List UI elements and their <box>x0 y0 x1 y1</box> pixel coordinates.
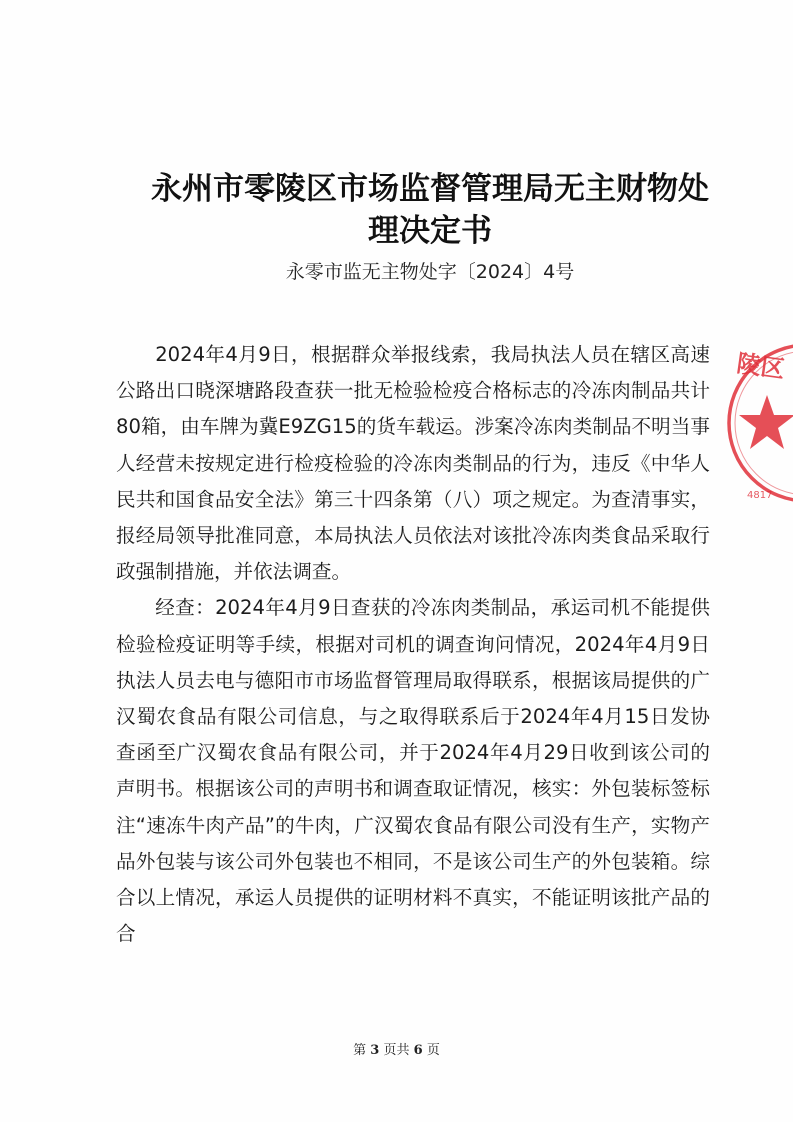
paragraph-1: 2024年4月9日，根据群众举报线索，我局执法人员在辖区高速公路出口晓深塘路段查获一批无检验检疫合格标志的冷冻肉制品共计80箱，由车牌为冀E9ZG15的货车载运。涉案冷冻肉类制品不明当事人经营未按规定进行检疫检验的冷冻肉类制品的行为，违反《中华人民共和国食品安全法》第三十四条第（八）项之规定。为查清事实，报经局领导批准同意，本局执法人员依法对该批冷冻肉类食品采取行政强制措施，并依法调查。 <box>116 343 710 584</box>
footer-suffix: 页 <box>426 1043 440 1058</box>
title-line-1: 永州市零陵区市场监督管理局无主财物处 <box>151 171 709 207</box>
document-title <box>150 168 710 252</box>
document-number: 永零市监无主物处字〔2024〕4号 <box>285 261 575 283</box>
page-footer <box>0 1039 793 1058</box>
title-line-2: 理决定书 <box>368 213 492 249</box>
paragraph-2: 经查：2024年4月9日查获的冷冻肉类制品，承运司机不能提供检验检疫证明等手续，根据对司机的调查询问情况，2024年4月9日执法人员去电与德阳市市场监督管理局取得联系，根据该局提供的广汉蜀农食品有限公司信息，与之取得联系后于2024年4月15日发协查函至广汉蜀农食品有限公司，并于2024年4月29日收到该公司的声明书。根据该公司的声明书和调查取证情况，核实：外包装标签标注“速冻牛肉产品”的牛肉，广汉蜀农食品有限公司没有生产，实物产品外包装与该公司外包装也不相同，不是该公司生产的外包装箱。综合以上情况，承运人员提供的证明材料不真实，不能证明该批产品的合 <box>116 596 710 946</box>
document-body <box>116 337 710 952</box>
footer-prefix: 第 <box>353 1043 367 1058</box>
svg-text:陵区: 陵区 <box>735 348 787 384</box>
official-seal-stamp <box>725 335 793 510</box>
footer-current-page: 3 <box>370 1043 380 1058</box>
footer-total-pages: 6 <box>413 1043 423 1058</box>
svg-text:4817: 4817 <box>747 490 773 501</box>
footer-middle: 页共 <box>383 1043 410 1058</box>
